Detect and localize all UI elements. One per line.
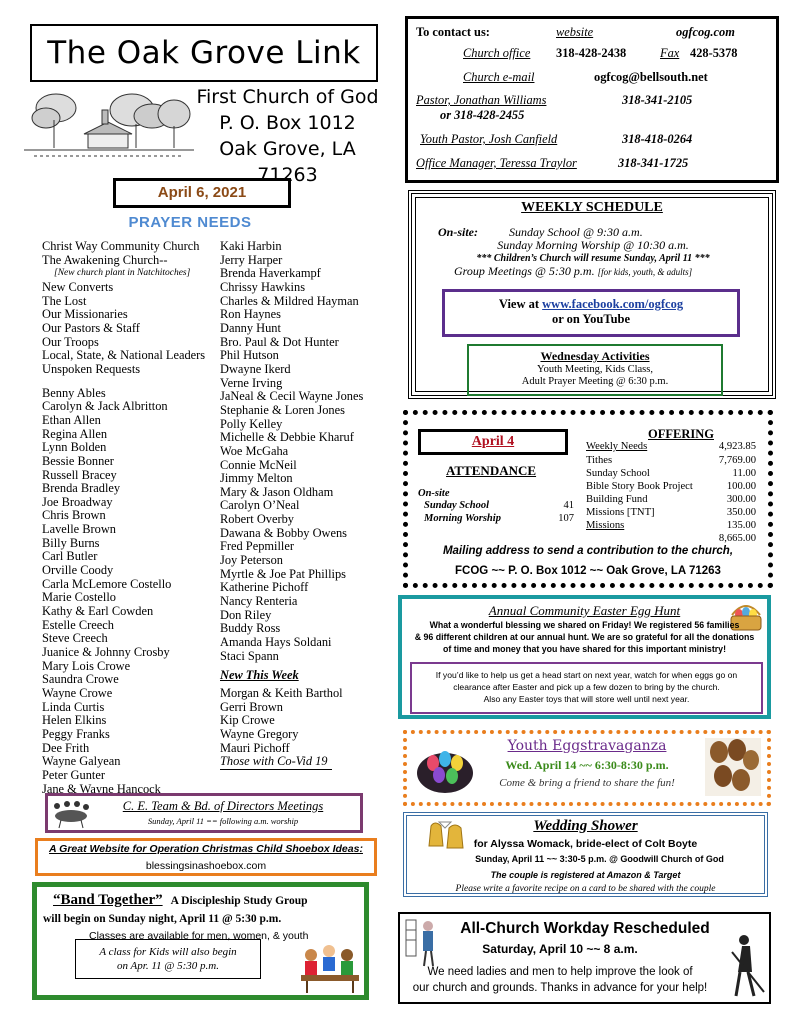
new-name-item: Gerri Brown — [220, 699, 283, 714]
prayer-name-item: Kaki Harbin — [220, 239, 282, 253]
fax-label: Fax — [660, 46, 680, 60]
prayer-name-item: Wayne Galyean — [42, 754, 121, 769]
contact-label: To contact us: — [416, 25, 490, 39]
shoebox-title: A Great Website for Operation Christmas Child Shoebox Ideas: — [49, 843, 363, 855]
weekly-schedule-box — [408, 190, 776, 399]
prayer-name-item: Bro. Paul & Dot Hunter — [220, 334, 339, 349]
study-group-icon — [299, 941, 361, 995]
new-name-item: Mauri Pichoff — [220, 740, 290, 755]
prayer-name-item: Robert Overby — [220, 512, 294, 527]
prayer-name-item: Stephanie & Loren Jones — [220, 402, 345, 417]
masthead-box — [30, 24, 378, 82]
prayer-name-item: Danny Hunt — [220, 320, 281, 335]
band-classes: Classes are available for men, women, & youth — [89, 930, 309, 942]
offering-row: Sunday School 11.00 — [586, 468, 756, 479]
office-label: Church office — [463, 46, 531, 60]
church-city: Oak Grove, LA 71263 — [219, 138, 356, 186]
church-po-box: P. O. Box 1012 — [219, 112, 356, 134]
prayer-name-item: Lavelle Brown — [42, 522, 116, 537]
prayer-name-item: Wayne Crowe — [42, 686, 113, 700]
prayer-name-item: Brenda Bradley — [42, 481, 121, 496]
new-this-week-heading: New This Week — [220, 668, 299, 683]
mailing-note: Mailing address to send a contribution to the church, — [442, 545, 734, 557]
view-at-label: View at — [498, 297, 540, 311]
wednesday-activities-box — [467, 344, 723, 396]
prayer-name-item: Orville Coody — [42, 563, 114, 578]
prayer-name-item: Peggy Franks — [42, 726, 110, 741]
fax-number: 428-5378 — [690, 46, 738, 60]
prayer-name-item: Juanice & Johnny Crosby — [42, 645, 170, 660]
prayer-name-item: Jane & Wayne Hancock — [42, 781, 161, 796]
new-name-item: Morgan & Keith Barthol — [220, 686, 343, 700]
prayer-item: Christ Way Community Church — [42, 239, 200, 253]
wedding-when: Sunday, April 11 ~~ 3:30-5 p.m. @ Goodwill Church of God — [475, 854, 724, 864]
prayer-group-item: Local, State, & National Leaders — [42, 348, 206, 363]
prayer-name-item: Mary & Jason Oldham — [220, 484, 334, 499]
prayer-name-item: JaNeal & Cecil Wayne Jones — [220, 389, 364, 404]
egg-bowl-icon — [415, 739, 475, 795]
prayer-name-item: Polly Kelley — [220, 416, 283, 431]
shoebox-url[interactable]: blessingsinashoebox.com — [145, 860, 267, 872]
band-subtitle: A Discipleship Study Group — [170, 895, 308, 907]
meeting-table-icon — [51, 798, 91, 830]
prayer-group-item: The Lost — [42, 293, 87, 308]
prayer-item: The Awakening Church-- — [42, 252, 168, 267]
prayer-name-item: Katherine Pichoff — [220, 580, 309, 595]
prayer-name-item: Helen Elkins — [42, 713, 107, 728]
easter-donation-note: If you’d like to help us get a head start on next year, watch for when eggs go on clearance after Easter and pick up a few dozen to bring by the church. Also any Easter toys that will store well until next year. — [410, 662, 763, 714]
new-names-list — [220, 687, 390, 755]
attendance-offering-box — [403, 410, 773, 588]
website-link[interactable]: ogfcog.com — [676, 25, 735, 39]
website-label: website — [556, 25, 594, 39]
wedding-for: for Alyssa Womack, bride-elect of Colt Boyte — [473, 838, 698, 850]
prayer-name-item: Billy Burns — [42, 535, 100, 550]
issue-date: April 6, 2021 — [113, 178, 291, 208]
prayer-groups — [42, 281, 218, 377]
prayer-name-item: Amanda Hays Soldani — [220, 635, 332, 650]
pastor-alt-phone: or 318-428-2455 — [440, 108, 525, 122]
wednesday-title: Wednesday Activities — [540, 349, 650, 363]
prayer-note: [New church plant in Natchitoches] — [54, 268, 191, 279]
offering-row: Missions [TNT] 350.00 — [586, 507, 756, 518]
youth-time: Wed. April 14 ~~ 6:30-8:30 p.m. — [505, 758, 669, 772]
schedule-lines — [438, 226, 768, 279]
prayer-name-item: Jimmy Melton — [220, 471, 293, 486]
prayer-name-item: Linda Curtis — [42, 699, 105, 714]
newsletter-title: The Oak Grove Link — [47, 35, 361, 71]
group-meetings-note: [for kids, youth, & adults] — [597, 267, 693, 277]
workday-box — [398, 912, 771, 1004]
prayer-name-item: Carolyn O’Neal — [220, 498, 300, 513]
youth-eggstravaganza-box — [403, 730, 771, 806]
prayer-name-item: Steve Creech — [42, 631, 108, 646]
youth-pastor-label: Youth Pastor, Josh Canfield — [420, 132, 558, 146]
workday-text: We need ladies and men to help improve the look of our church and grounds. Thanks in advance for your help! — [412, 966, 708, 994]
prayer-needs-heading: PRAYER NEEDS — [128, 214, 252, 231]
office-manager-phone: 318-341-1725 — [618, 156, 689, 170]
prayer-name-item: Jerry Harper — [220, 252, 283, 267]
prayer-name-item: Connie McNeil — [220, 457, 297, 472]
prayer-group-item: Our Missionaries — [42, 307, 128, 322]
offering-row: Missions 135.00 — [586, 520, 756, 531]
prayer-name-item: Mary Lois Crowe — [42, 658, 131, 673]
prayer-name-item: Kathy & Earl Cowden — [42, 604, 154, 619]
easter-title: Annual Community Easter Egg Hunt — [488, 603, 681, 618]
prayer-name-item: Nancy Renteria — [220, 594, 298, 609]
wednesday-line-2: Adult Prayer Meeting @ 6:30 p.m. — [521, 376, 669, 387]
attendance-worship-value: 107 — [558, 512, 574, 524]
prayer-group-item: Our Troops — [42, 334, 99, 349]
prayer-names-list — [42, 387, 218, 797]
pastor-phone: 318-341-2105 — [622, 93, 693, 107]
prayer-name-item: Bessie Bonner — [42, 453, 114, 468]
church-address-block — [190, 84, 385, 188]
easter-egg-hunt-box — [398, 595, 771, 719]
prayer-name-item: Peter Gunter — [42, 767, 105, 782]
covid-line: Those with Co-Vid 19 — [220, 755, 332, 770]
weekly-schedule-title: WEEKLY SCHEDULE — [521, 200, 663, 215]
attendance-sunday-school-value: 41 — [563, 500, 574, 511]
prayer-name-item: Carl Butler — [42, 549, 98, 564]
sunday-school-time: Sunday School @ 9:30 a.m. — [509, 225, 643, 239]
gardener-icon — [724, 932, 768, 1002]
prayer-name-item: Verne Irving — [220, 375, 283, 390]
shoebox-box — [35, 838, 377, 876]
facebook-link[interactable]: www.facebook.com/ogfcog — [542, 297, 684, 311]
worship-time: Sunday Morning Worship @ 10:30 a.m. — [497, 238, 689, 252]
office-phone: 318-428-2438 — [556, 46, 627, 60]
prayer-group-item: Unspoken Requests — [42, 361, 141, 376]
wedding-title: Wedding Shower — [533, 818, 638, 834]
prayer-name-item: Chrissy Hawkins — [220, 279, 306, 294]
attendance-onsite: On-site — [418, 488, 450, 499]
youtube-note: or on YouTube — [551, 312, 631, 326]
kids-class-box: A class for Kids will also begin on Apr. 11 @ 5:30 p.m. — [75, 939, 261, 979]
prayer-name-item: Phil Hutson — [220, 348, 279, 363]
prayer-name-item: Joe Broadway — [42, 494, 113, 509]
prayer-name-item: Don Riley — [220, 607, 272, 622]
mailing-address: FCOG ~~ P. O. Box 1012 ~~ Oak Grove, LA 71263 — [455, 565, 721, 577]
prayer-name-item: Michelle & Debbie Kharuf — [220, 430, 354, 445]
contact-box — [405, 16, 779, 183]
office-manager-label: Office Manager, Teressa Traylor — [416, 156, 577, 170]
attendance-date: April 4 — [418, 429, 568, 455]
prayer-name-item: Dwayne Ikerd — [220, 361, 291, 376]
church-trees-illustration — [24, 86, 194, 164]
prayer-name-item: Dee Frith — [42, 740, 90, 755]
band-together-box — [32, 882, 369, 1000]
prayer-name-item: Benny Ables — [42, 385, 106, 400]
youth-invite: Come & bring a friend to share the fun! — [499, 777, 675, 789]
pastor-label: Pastor, Jonathan Williams — [416, 93, 547, 107]
new-name-item: Wayne Gregory — [220, 726, 299, 741]
band-title: “Band Together” — [53, 892, 163, 908]
prayer-name-item: Carla McLemore Costello — [42, 576, 172, 591]
email-address[interactable]: ogfcog@bellsouth.net — [594, 70, 708, 84]
prayer-name-item: Regina Allen — [42, 426, 108, 441]
workday-time: Saturday, April 10 ~~ 8 a.m. — [482, 942, 638, 956]
wedding-shower-box — [403, 812, 768, 897]
prayer-group-item: Our Pastors & Staff — [42, 320, 140, 335]
offering-row: Tithes 7,769.00 — [586, 455, 756, 466]
workday-title: All-Church Workday Rescheduled — [460, 920, 710, 937]
new-name-item: Kip Crowe — [220, 713, 275, 728]
prayer-name-item: Myrtle & Joe Pat Phillips — [220, 566, 346, 581]
offering-row: Weekly Needs 4,923.85 — [586, 441, 756, 452]
brown-eggs-icon — [705, 738, 761, 796]
prayer-name-item: Staci Spann — [220, 648, 279, 663]
prayer-group-item: New Converts — [42, 279, 114, 294]
offering-row: Building Fund 300.00 — [586, 494, 756, 505]
prayer-name-item: Ethan Allen — [42, 412, 101, 427]
facebook-box — [442, 289, 740, 337]
onsite-label: On-site: — [438, 225, 478, 239]
offering-total: 8,665.00 — [718, 533, 756, 544]
prayer-name-item: Joy Peterson — [220, 553, 283, 568]
easter-text: What a wonderful blessing we shared on Friday! We registered 56 families & 96 different children at our annual hunt. We are so grateful for all the donations of time and money that you have shared for this important ministry! — [414, 620, 755, 654]
wedding-recipe: Please write a favorite recipe on a card to be shared with the couple — [455, 884, 716, 894]
prayer-name-item: Estelle Creech — [42, 617, 114, 632]
prayer-name-item: Carolyn & Jack Albritton — [42, 399, 168, 414]
offering-title: OFFERING — [648, 427, 714, 441]
prayer-name-item: Brenda Haverkampf — [220, 266, 321, 281]
prayer-name-item: Charles & Mildred Hayman — [220, 293, 359, 308]
youth-pastor-phone: 318-418-0264 — [622, 132, 693, 146]
prayer-names-list — [220, 240, 390, 663]
youth-title: Youth Eggstravaganza — [507, 738, 667, 754]
wedding-registry: The couple is registered at Amazon & Target — [490, 870, 681, 880]
prayer-column-1 — [42, 240, 218, 796]
attendance-sunday-school-label: Sunday School — [424, 500, 490, 511]
band-begins: will begin on Sunday night, April 11 @ 5:30 p.m. — [43, 913, 282, 925]
prayer-name-item: Ron Haynes — [220, 307, 281, 322]
attendance-title: ATTENDANCE — [446, 463, 537, 478]
prayer-name-item: Woe McGaha — [220, 443, 289, 458]
prayer-name-item: Lynn Bolden — [42, 440, 107, 455]
prayer-name-item: Saundra Crowe — [42, 672, 119, 687]
group-meetings: Group Meetings @ 5:30 p.m. — [454, 264, 595, 278]
prayer-column-2 — [220, 240, 390, 770]
email-label: Church e-mail — [463, 70, 535, 84]
attendance-rows — [424, 500, 574, 525]
ce-title: C. E. Team & Bd. of Directors Meetings — [122, 799, 324, 813]
offering-row: Bible Story Book Project 100.00 — [586, 481, 756, 492]
prayer-name-item: Russell Bracey — [42, 467, 117, 482]
prayer-name-item: Marie Costello — [42, 590, 116, 605]
attendance-worship-label: Morning Worship — [424, 512, 501, 524]
prayer-name-item: Dawana & Bobby Owens — [220, 525, 347, 540]
ce-time: Sunday, April 11 == following a.m. worship — [147, 816, 299, 826]
church-name: First Church of God — [196, 86, 379, 108]
ce-team-box — [45, 793, 363, 833]
wednesday-line-1: Youth Meeting, Kids Class, — [537, 364, 653, 375]
childrens-church-note: *** Children’s Church will resume Sunday, April 11 *** — [476, 253, 710, 264]
prayer-name-item: Chris Brown — [42, 508, 106, 523]
prayer-name-item: Fred Pepmiller — [220, 539, 294, 554]
prayer-name-item: Buddy Ross — [220, 621, 281, 636]
